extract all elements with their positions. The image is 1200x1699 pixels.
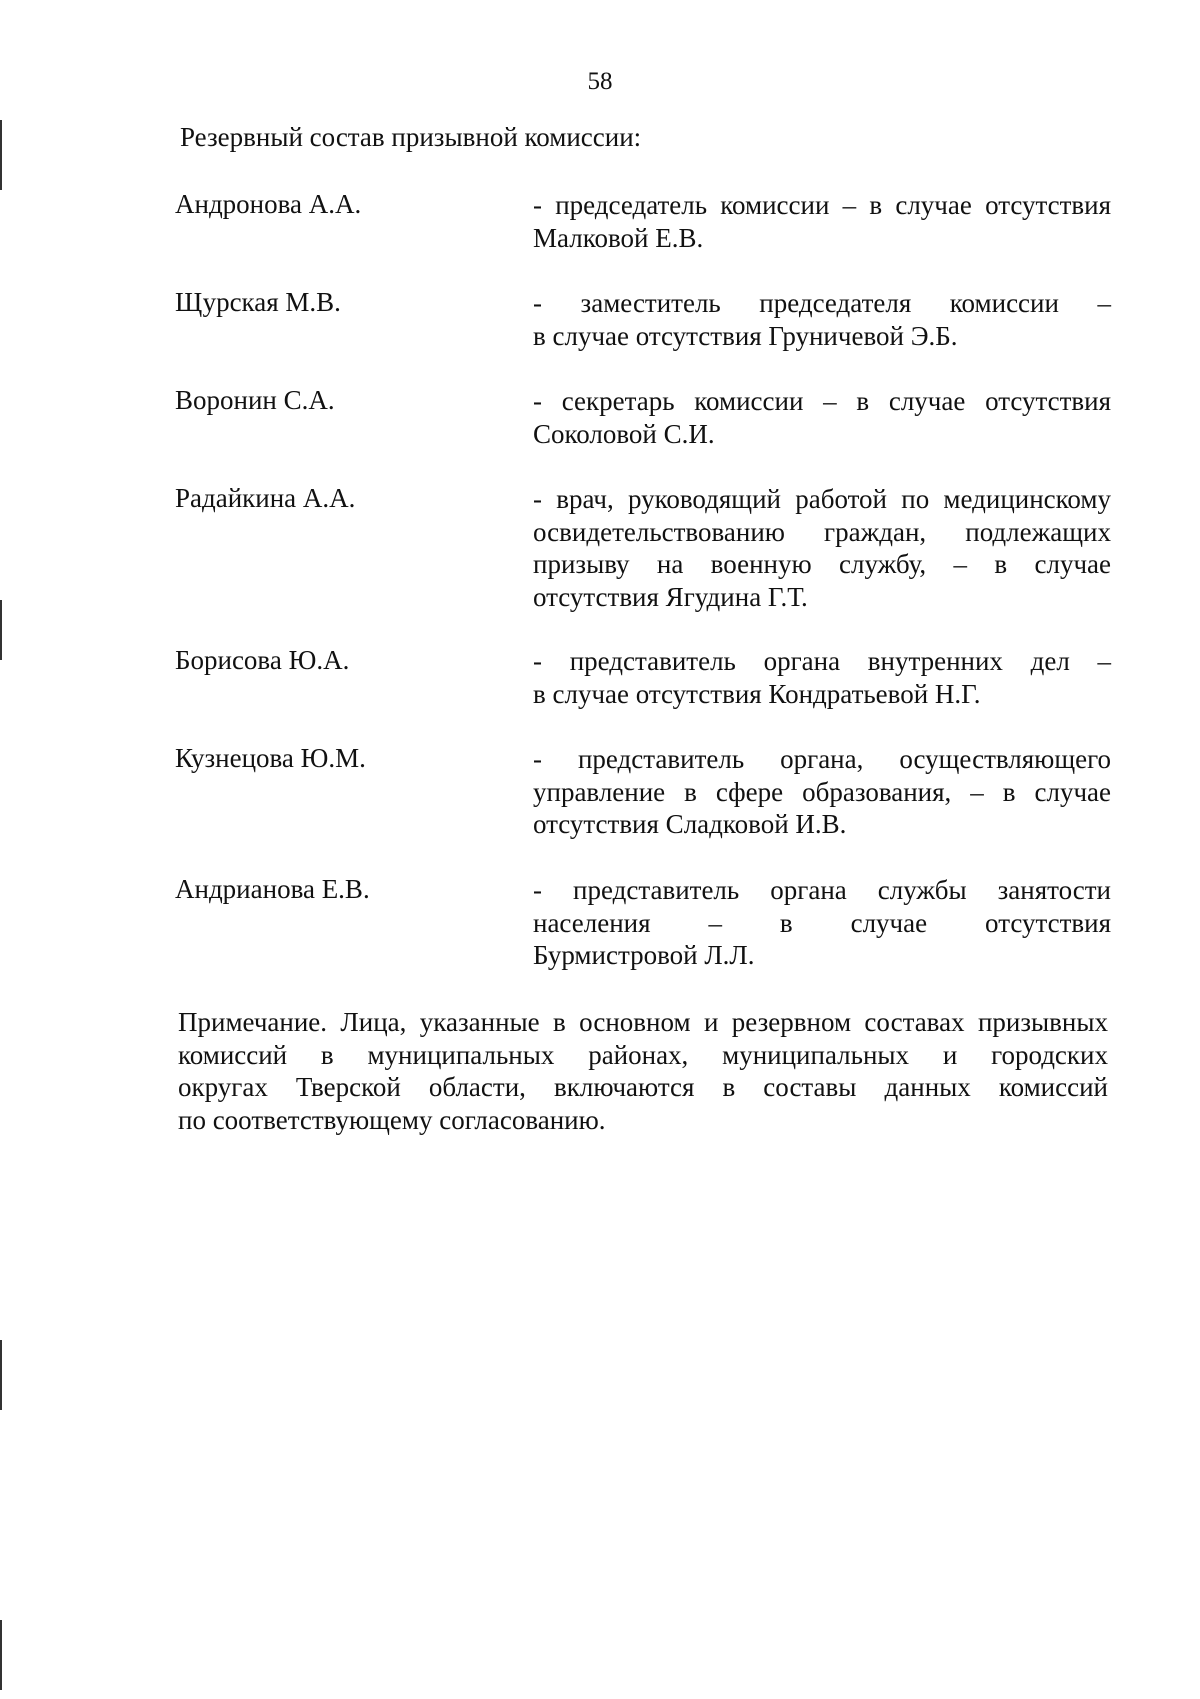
- note-line: округах Тверской области, включаются в составы данных комиссий: [178, 1072, 1108, 1102]
- role-line: призыву на военную службу, – в случае: [533, 549, 1111, 579]
- role-line: Соколовой С.И.: [533, 418, 715, 449]
- role-line: - представитель органа, осуществляющего: [533, 744, 1111, 774]
- role-line: - представитель органа внутренних дел –: [533, 646, 1111, 676]
- member-name: Андрианова Е.В.: [175, 874, 370, 904]
- scan-edge-mark: [0, 600, 2, 660]
- role-line: Малковой Е.В.: [533, 222, 704, 253]
- role-line: - представитель органа службы занятости: [533, 875, 1111, 905]
- role-line: в случае отсутствия Кондратьевой Н.Г.: [533, 678, 981, 709]
- section-heading: Резервный состав призывной комиссии:: [180, 122, 642, 152]
- role-line: в случае отсутствия Груничевой Э.Б.: [533, 320, 958, 351]
- member-name: Воронин С.А.: [175, 385, 335, 415]
- role-line: отсутствия Ягудина Г.Т.: [533, 581, 808, 612]
- note-line: Примечание. Лица, указанные в основном и резервном составах призывных: [178, 1007, 1108, 1037]
- role-line: отсутствия Сладковой И.В.: [533, 809, 847, 839]
- member-role: [533, 743, 1111, 841]
- role-line: населения – в случае отсутствия: [533, 907, 1111, 938]
- note-line: комиссий в муниципальных районах, муниципальных и городских: [178, 1039, 1108, 1070]
- role-line: - секретарь комиссии – в случае отсутствия: [533, 386, 1111, 416]
- member-role: [533, 483, 1111, 613]
- member-name: Кузнецова Ю.М.: [175, 743, 366, 773]
- member-name: Радайкина А.А.: [175, 483, 356, 513]
- role-line: освидетельствованию граждан, подлежащих: [533, 516, 1111, 547]
- member-name: Андронова А.А.: [175, 189, 362, 219]
- scan-edge-mark: [0, 1620, 2, 1690]
- member-name: Щурская М.В.: [175, 287, 341, 317]
- member-role: [533, 645, 1111, 710]
- role-line: - врач, руководящий работой по медицинскому: [533, 484, 1111, 514]
- member-name: Борисова Ю.А.: [175, 645, 350, 675]
- role-line: Бурмистровой Л.Л.: [533, 940, 755, 970]
- note-paragraph: [178, 1006, 1108, 1136]
- member-role: [533, 874, 1111, 972]
- role-line: - председатель комиссии – в случае отсутствия: [533, 190, 1111, 220]
- role-line: - заместитель председателя комиссии –: [533, 288, 1111, 318]
- role-line: управление в сфере образования, – в случае: [533, 776, 1111, 807]
- member-role: [533, 189, 1111, 254]
- member-role: [533, 287, 1111, 352]
- member-role: [533, 385, 1111, 450]
- note-line: по соответствующему согласованию.: [178, 1104, 606, 1135]
- scan-edge-mark: [0, 1340, 2, 1410]
- scan-edge-mark: [0, 120, 2, 190]
- page-number: 58: [587, 68, 613, 95]
